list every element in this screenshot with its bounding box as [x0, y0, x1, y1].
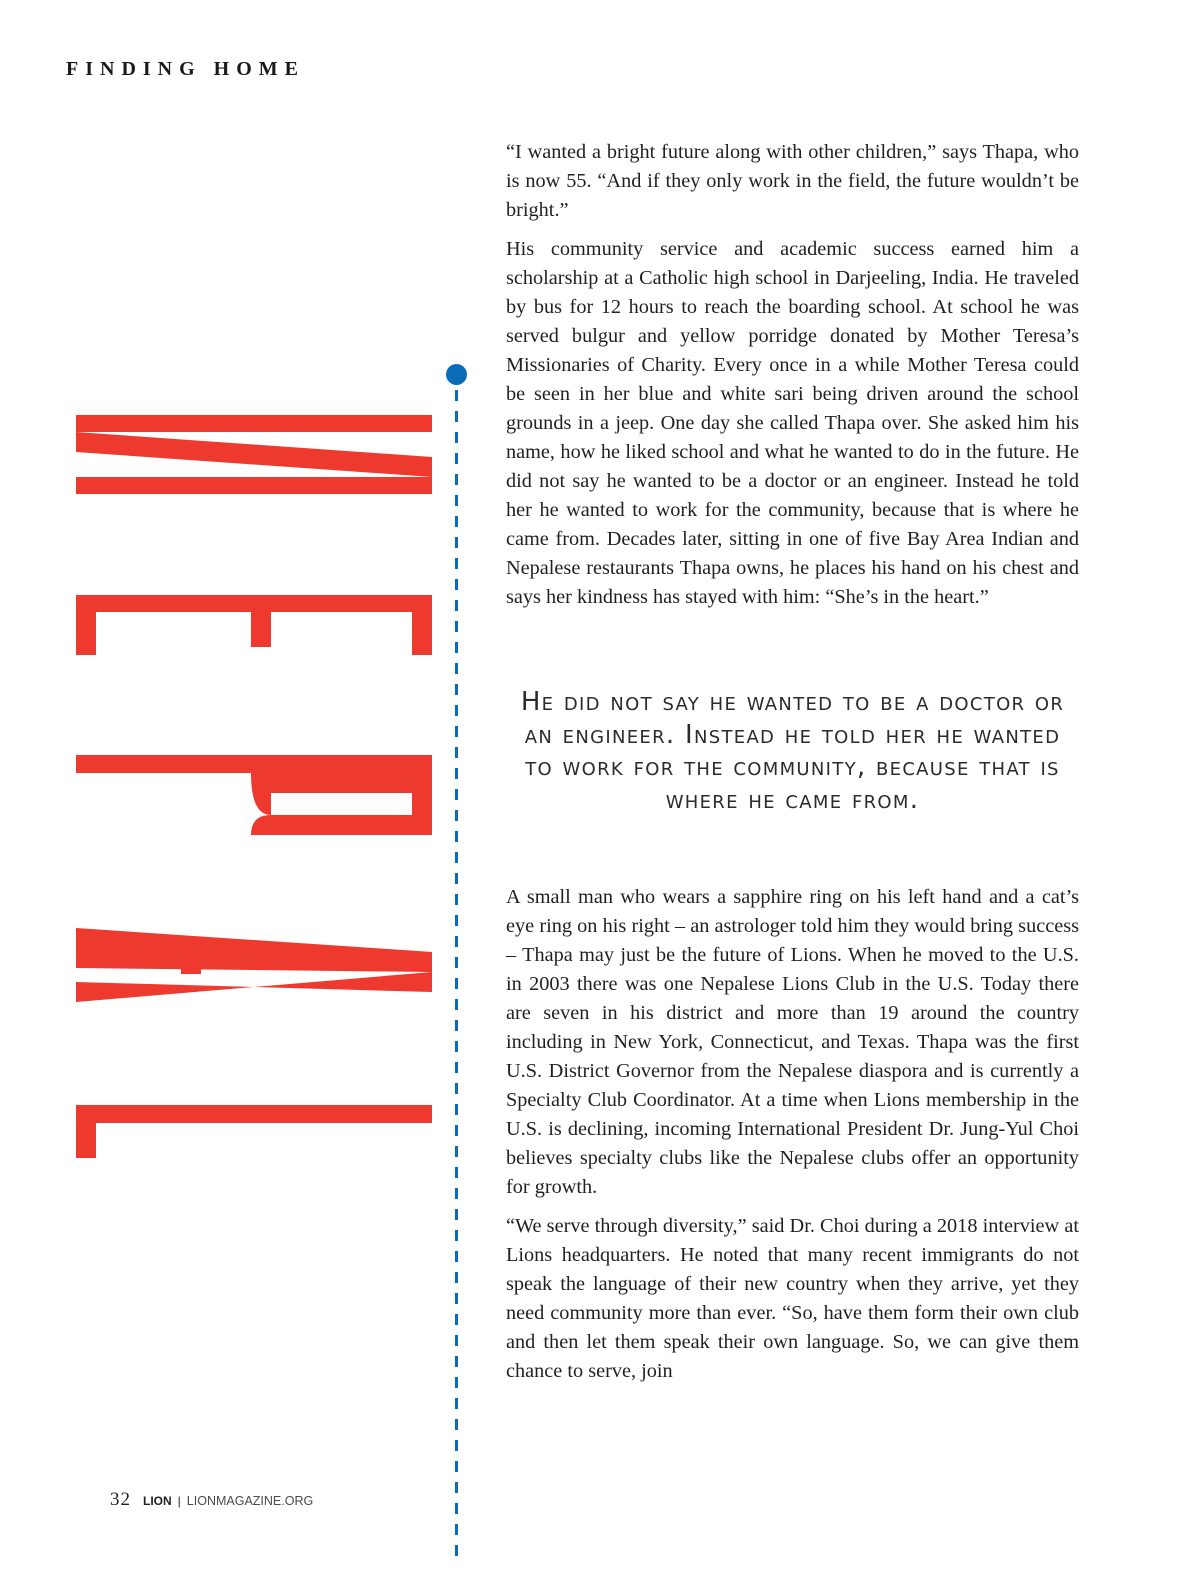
magazine-name: LION [143, 1494, 172, 1508]
letter-a [76, 928, 432, 1002]
letter-p [76, 755, 432, 835]
pull-quote: He did not say he wanted to be a doctor or an engineer. Instead he told her he wanted to work for the community, because that is where he came from. [520, 687, 1065, 815]
article-paragraph: A small man who wears a sapphire ring on his left hand and a cat’s eye ring on his right – an astrologer told him they would bring success – Thapa may just be the future of Lions. When he moved to the U.S. in 2003 there was one Nepalese Lions Club in the U.S. Today there are seven in his district and more than 19 around the country including in New York, Connecticut, and Texas. Thapa was the first U.S. District Governor from the Nepalese diaspora and is currently a Specialty Club Coordinator. At a time when Lions membership in the U.S. is declining, incoming International President Dr. Jung-Yul Choi believes specialty clubs like the Nepalese clubs offer an opportunity for growth. [506, 886, 1079, 1198]
article-column-top [506, 138, 1079, 621]
website-link[interactable]: LIONMAGAZINE.ORG [186, 1494, 314, 1508]
letter-l [76, 1105, 432, 1158]
article-column-bottom [506, 883, 1079, 1395]
section-label: FINDING HOME [66, 58, 305, 80]
page-footer [110, 1489, 313, 1511]
page-number: 32 [110, 1489, 131, 1510]
nepal-vertical-title [76, 410, 432, 1160]
divider-dashed-line [455, 390, 458, 1565]
article-paragraph: “We serve through diversity,” said Dr. Choi during a 2018 interview at Lions headquarters. He noted that many recent immigrants do not speak the language of their new country when they arrive, yet they need community more than ever. “So, have them form their own club and then let them speak their own language. So, we can give them chance to serve, join [506, 1214, 1079, 1382]
article-paragraph: His community service and academic success earned him a scholarship at a Catholic high school in Darjeeling, India. He traveled by bus for 12 hours to reach the boarding school. At school he was served bulgur and yellow porridge donated by Mother Teresa’s Missionaries of Charity. Every once in a while Mother Teresa could be seen in her blue and white sari being driven around the school grounds in a jeep. One day she called Thapa over. She asked him his name, how he liked school and what he wanted to do in the future. He did not say he wanted to be a doctor or an engineer. Instead he told her he wanted to work for the community, because that is where he came from. Decades later, sitting in one of five Bay Area Indian and Nepalese restaurants Thapa owns, he places his hand on his chest and says her kindness has stayed with him: “She’s in the heart.” [506, 237, 1079, 608]
article-paragraph: “I wanted a bright future along with other children,” says Thapa, who is now 55. “And if they only work in the field, the future wouldn’t be bright.” [506, 141, 1079, 221]
letter-e [76, 595, 432, 655]
divider-dot [446, 364, 467, 385]
letter-n [76, 415, 432, 494]
footer-separator: | [177, 1494, 181, 1508]
